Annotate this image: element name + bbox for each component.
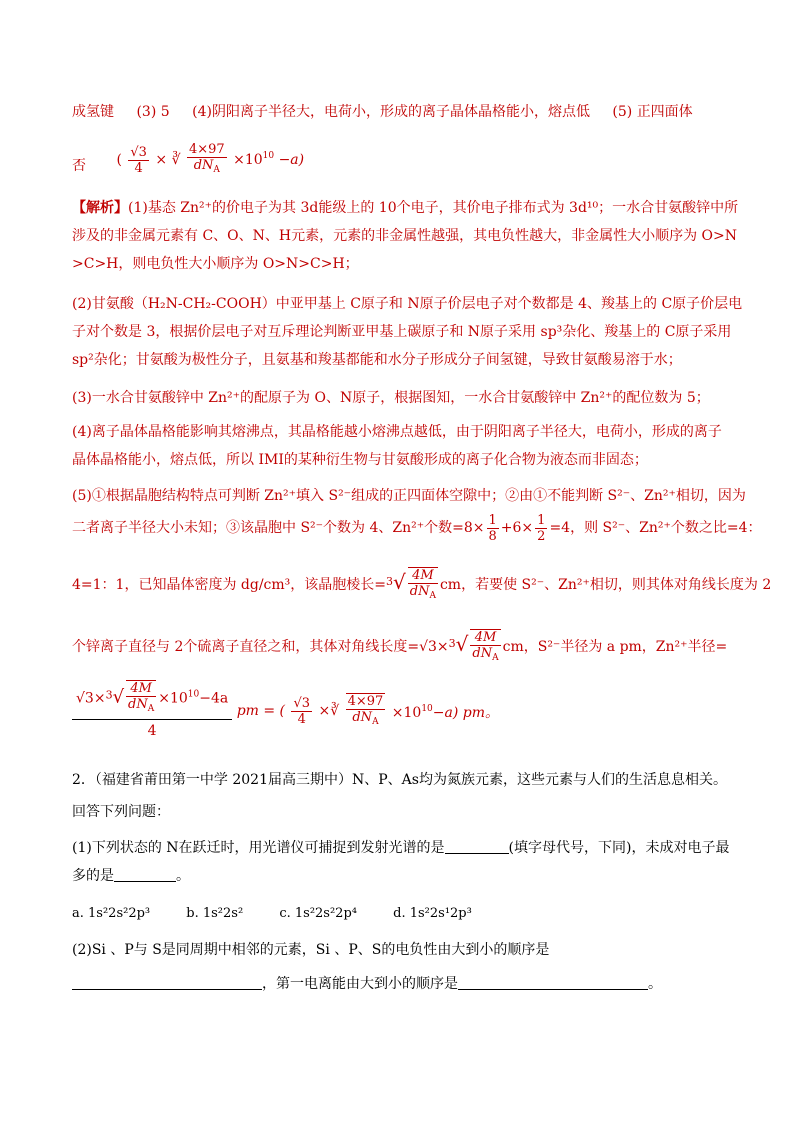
question-line: (2)Si 、P与 S是同周期中相邻的元素，Si 、P、S的电负性由大到小的顺序是 (72, 942, 550, 958)
analysis-line: (3)一水合甘氨酸锌中 Zn²⁺的配原子为 O、N原子，根据图知，一水合甘氨酸锌中 Zn²⁺的配位数为 5； (72, 390, 710, 406)
answer-blank[interactable] (114, 867, 176, 882)
analysis-formula: √3×$^3$√ $\frac{4M}{dN_A}$ $\times 10^{10}-4a$ 4 pm = ( $\frac{√3}{4}$ ×∛ $\frac{4\times 97}{dN_A}$ $\times 10^{10}-a$) pm。 (72, 680, 732, 750)
answer-text: 成氢键 (72, 104, 114, 120)
answer-blank[interactable] (445, 839, 509, 854)
option-c: c. 1s²2s²2p⁴ (279, 906, 357, 921)
option-d: d. 1s²2s¹2p³ (393, 906, 472, 921)
analysis-line: (4)离子晶体晶格能影响其熔沸点，其晶格能越小熔沸点越低，由于阴阳离子半径大，电荷小，形成的离子 (72, 424, 722, 440)
analysis-line: >C>H，则电负性大小顺序为 O>N>C>H； (72, 256, 359, 272)
formula: ( $\frac{√3}{4}$ × ∛ $\frac{4\times 97}{dN_A}$ $\times 10^{10} -a$) (116, 142, 305, 176)
answer-blank[interactable] (72, 975, 262, 990)
analysis-line: 【解析】(1)基态 Zn²⁺的价电子为其 3d能级上的 10个电子，其价电子排布式为 3d¹⁰；一水合甘氨酸锌中所 (72, 200, 739, 216)
analysis-line: 4=1：1，已知晶体密度为 dg/cm³，该晶胞棱长=$^3$√ $\frac{4M}{dN_A}$ cm，若要使 S²⁻、Zn²⁺相切，则其体对角线长度为 2 (72, 560, 732, 604)
answer-line-2 (72, 142, 732, 176)
option-a: a. 1s²2s²2p³ (72, 906, 151, 921)
answer-text: (5) 正四面体 (612, 104, 693, 120)
analysis-line: 子对个数是 3，根据价层电子对互斥理论判断亚甲基上碳原子和 N原子采用 sp³杂化、羧基上的 C原子采用 (72, 324, 732, 340)
analysis-line: 二者离子半径大小未知；③该晶胞中 S²⁻个数为 4、Zn²⁺个数=8× $\frac{1}{8}$ +6× $\frac{1}{2}$ =4，则 S²⁻、Zn²⁺个数之比=4： (72, 512, 762, 544)
answer-text: 否 (72, 158, 86, 174)
question-line: (1)下列状态的 N在跃迁时，用光谱仪可捕捉到发射光谱的是 (填字母代号，下同)，未成对电子最 (72, 840, 730, 856)
analysis-line: 个锌离子直径与 2个硫离子直径之和，其体对角线长度=√3×$^3$√ $\frac{4M}{dN_A}$ cm，S²⁻半径为 a pm，Zn²⁺半径= (72, 622, 732, 666)
analysis-line: (2)甘氨酸（H₂N-CH₂-COOH）中亚甲基上 C原子和 N原子价层电子对个数都是 4、羧基上的 C原子价层电 (72, 296, 743, 312)
question-line: ，第一电离能由大到小的顺序是 。 (72, 974, 732, 994)
analysis-line: 晶体晶格能小，熔点低，所以 IMI的某种衍生物与甘氨酸形成的离子化合物为液态而非固态； (72, 452, 648, 468)
answer-text: (3) 5 (136, 104, 170, 120)
question-line: 回答下列问题： (72, 804, 170, 820)
option-b: b. 1s²2s² (186, 906, 244, 921)
analysis-line: 涉及的非金属元素有 C、O、N、H元素，元素的非金属性越强，其电负性越大，非金属性大小顺序为 O>N (72, 228, 738, 244)
answer-text: (4)阴阳离子半径大，电荷小，形成的离子晶体晶格能小，熔点低 (192, 104, 590, 120)
analysis-tag: 【解析】 (72, 200, 128, 216)
answer-line-1 (72, 102, 732, 122)
analysis-line: (5)①根据晶胞结构特点可判断 Zn²⁺填入 S²⁻组成的正四面体空隙中；②由①不能判断 S²⁻、Zn²⁺相切，因为 (72, 488, 746, 504)
answer-blank[interactable] (458, 975, 648, 990)
analysis-line: sp²杂化；甘氨酸为极性分子，且氨基和羧基都能和水分子形成分子间氢键，导致甘氨酸易溶于水； (72, 352, 682, 368)
question-line: 2．（福建省莆田第一中学 2021届高三期中）N、P、As均为氮族元素，这些元素与人们的生活息息相关。 (72, 772, 727, 788)
options-line (72, 904, 732, 924)
question-line: 多的是 。 (72, 868, 190, 884)
